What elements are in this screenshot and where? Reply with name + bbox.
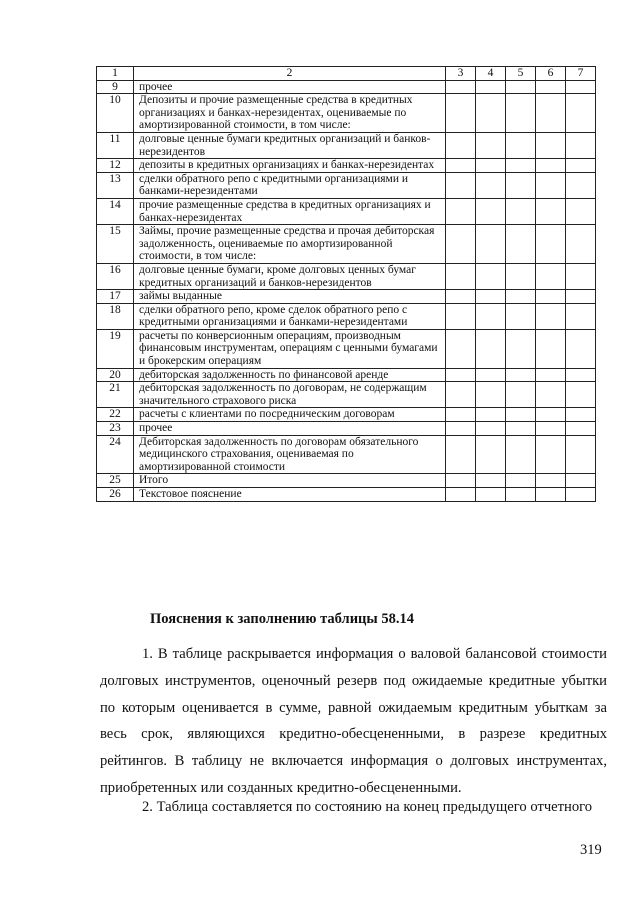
value-cell: [536, 225, 566, 264]
header-cell-4: 4: [476, 67, 506, 81]
header-cell-1: 1: [97, 67, 134, 81]
value-cell: [566, 159, 596, 173]
value-cell: [536, 290, 566, 304]
value-cell: [506, 172, 536, 198]
row-number: 20: [97, 368, 134, 382]
value-cell: [536, 368, 566, 382]
value-cell: [566, 80, 596, 94]
value-cell: [536, 435, 566, 474]
value-cell: [446, 263, 476, 289]
value-cell: [446, 225, 476, 264]
row-description: сделки обратного репо с кредитными организациями и банками-нерезидентами: [134, 172, 446, 198]
value-cell: [566, 225, 596, 264]
value-cell: [506, 80, 536, 94]
row-description: займы выданные: [134, 290, 446, 304]
value-cell: [566, 408, 596, 422]
row-description: Текстовое пояснение: [134, 488, 446, 502]
value-cell: [536, 80, 566, 94]
notes-paragraph-2: 2. Таблица составляется по состоянию на конец предыдущего отчетного: [142, 799, 593, 815]
row-number: 26: [97, 488, 134, 502]
row-number: 10: [97, 94, 134, 133]
value-cell: [566, 368, 596, 382]
value-cell: [506, 422, 536, 436]
table-row: [97, 198, 596, 224]
value-cell: [446, 435, 476, 474]
value-cell: [446, 80, 476, 94]
value-cell: [476, 198, 506, 224]
table-row: [97, 172, 596, 198]
data-table: [96, 66, 596, 502]
value-cell: [536, 94, 566, 133]
value-cell: [566, 329, 596, 368]
row-description: дебиторская задолженность по финансовой аренде: [134, 368, 446, 382]
row-number: 21: [97, 382, 134, 408]
table-row: [97, 303, 596, 329]
value-cell: [566, 263, 596, 289]
value-cell: [476, 94, 506, 133]
value-cell: [446, 172, 476, 198]
value-cell: [566, 94, 596, 133]
row-number: 16: [97, 263, 134, 289]
value-cell: [566, 172, 596, 198]
table-row: [97, 94, 596, 133]
value-cell: [476, 80, 506, 94]
row-description: Займы, прочие размещенные средства и прочая дебиторская задолженность, оцениваемые по амортизированной стоимости, в том числе:: [134, 225, 446, 264]
row-description: долговые ценные бумаги, кроме долговых ценных бумаг кредитных организаций и банков-нерезидентов: [134, 263, 446, 289]
value-cell: [566, 132, 596, 158]
value-cell: [566, 488, 596, 502]
table-row: [97, 435, 596, 474]
value-cell: [446, 382, 476, 408]
header-cell-7: 7: [566, 67, 596, 81]
row-description: Депозиты и прочие размещенные средства в кредитных организациях и банках-нерезидентах, оцениваемые по амортизированной стоимости, в том числе:: [134, 94, 446, 133]
row-number: 25: [97, 474, 134, 488]
value-cell: [566, 382, 596, 408]
value-cell: [536, 198, 566, 224]
table-row: [97, 422, 596, 436]
value-cell: [506, 474, 536, 488]
header-cell-5: 5: [506, 67, 536, 81]
value-cell: [476, 408, 506, 422]
row-number: 11: [97, 132, 134, 158]
value-cell: [446, 422, 476, 436]
value-cell: [566, 290, 596, 304]
row-number: 19: [97, 329, 134, 368]
row-description: дебиторская задолженность по договорам, не содержащим значительного страхового риска: [134, 382, 446, 408]
row-number: 23: [97, 422, 134, 436]
table-row: [97, 488, 596, 502]
value-cell: [536, 172, 566, 198]
row-number: 13: [97, 172, 134, 198]
value-cell: [536, 263, 566, 289]
value-cell: [506, 408, 536, 422]
table-row: [97, 225, 596, 264]
row-description: Итого: [134, 474, 446, 488]
value-cell: [506, 290, 536, 304]
row-number: 22: [97, 408, 134, 422]
value-cell: [476, 422, 506, 436]
value-cell: [566, 198, 596, 224]
table-row: [97, 408, 596, 422]
value-cell: [446, 368, 476, 382]
value-cell: [536, 132, 566, 158]
value-cell: [536, 488, 566, 502]
value-cell: [476, 488, 506, 502]
table-body: [97, 67, 596, 502]
value-cell: [506, 329, 536, 368]
header-cell-2: 2: [134, 67, 446, 81]
value-cell: [536, 422, 566, 436]
header-cell-3: 3: [446, 67, 476, 81]
row-number: 17: [97, 290, 134, 304]
value-cell: [446, 408, 476, 422]
value-cell: [506, 435, 536, 474]
row-number: 24: [97, 435, 134, 474]
value-cell: [476, 172, 506, 198]
value-cell: [476, 368, 506, 382]
row-number: 14: [97, 198, 134, 224]
value-cell: [446, 290, 476, 304]
value-cell: [506, 263, 536, 289]
value-cell: [476, 382, 506, 408]
value-cell: [506, 303, 536, 329]
value-cell: [446, 159, 476, 173]
table-row: [97, 132, 596, 158]
value-cell: [506, 488, 536, 502]
value-cell: [536, 303, 566, 329]
row-description: прочие размещенные средства в кредитных организациях и банках-нерезидентах: [134, 198, 446, 224]
value-cell: [476, 159, 506, 173]
row-description: депозиты в кредитных организациях и банках-нерезидентах: [134, 159, 446, 173]
value-cell: [476, 290, 506, 304]
value-cell: [476, 263, 506, 289]
value-cell: [506, 94, 536, 133]
value-cell: [476, 329, 506, 368]
value-cell: [506, 159, 536, 173]
value-cell: [476, 225, 506, 264]
row-number: 18: [97, 303, 134, 329]
value-cell: [536, 474, 566, 488]
table-row: [97, 159, 596, 173]
value-cell: [446, 132, 476, 158]
table-row: [97, 263, 596, 289]
value-cell: [566, 422, 596, 436]
value-cell: [506, 368, 536, 382]
notes-title: Пояснения к заполнению таблицы 58.14: [150, 611, 414, 627]
value-cell: [446, 474, 476, 488]
row-description: расчеты по конверсионным операциям, производным финансовым инструментам, операциям с ценными бумагами и брокерским операциям: [134, 329, 446, 368]
value-cell: [566, 303, 596, 329]
value-cell: [536, 408, 566, 422]
value-cell: [566, 435, 596, 474]
row-number: 15: [97, 225, 134, 264]
page-number: 319: [580, 842, 602, 858]
value-cell: [446, 94, 476, 133]
row-number: 9: [97, 80, 134, 94]
value-cell: [476, 435, 506, 474]
value-cell: [566, 474, 596, 488]
value-cell: [476, 474, 506, 488]
header-cell-6: 6: [536, 67, 566, 81]
value-cell: [446, 329, 476, 368]
value-cell: [536, 382, 566, 408]
table-row: [97, 368, 596, 382]
value-cell: [536, 329, 566, 368]
table-row: [97, 290, 596, 304]
value-cell: [476, 132, 506, 158]
value-cell: [476, 303, 506, 329]
value-cell: [506, 225, 536, 264]
table-row: [97, 329, 596, 368]
row-description: прочее: [134, 80, 446, 94]
table-header-row: [97, 67, 596, 81]
row-number: 12: [97, 159, 134, 173]
value-cell: [446, 303, 476, 329]
table-row: [97, 474, 596, 488]
value-cell: [446, 198, 476, 224]
value-cell: [506, 198, 536, 224]
row-description: Дебиторская задолженность по договорам обязательного медицинского страхования, оцениваемая по амортизированной стоимости: [134, 435, 446, 474]
value-cell: [536, 159, 566, 173]
table-row: [97, 382, 596, 408]
value-cell: [446, 488, 476, 502]
value-cell: [506, 382, 536, 408]
row-description: прочее: [134, 422, 446, 436]
notes-paragraph-1: 1. В таблице раскрывается информация о валовой балансовой стоимости долговых инструментов, оценочный резерв под ожидаемые кредитные убытки по которым оценивается в сумме, равной ожидаемым кредитным убыткам за весь срок, являющихся кредитно-обесцененными, в разрезе кредитных рейтингов. В таблицу не включается информация о долговых инструментах, приобретенных или созданных кредитно-обесцененными.: [100, 646, 607, 796]
row-description: долговые ценные бумаги кредитных организаций и банков-нерезидентов: [134, 132, 446, 158]
table-row: [97, 80, 596, 94]
value-cell: [506, 132, 536, 158]
row-description: расчеты с клиентами по посредническим договорам: [134, 408, 446, 422]
row-description: сделки обратного репо, кроме сделок обратного репо с кредитными организациями и банками-нерезидентами: [134, 303, 446, 329]
